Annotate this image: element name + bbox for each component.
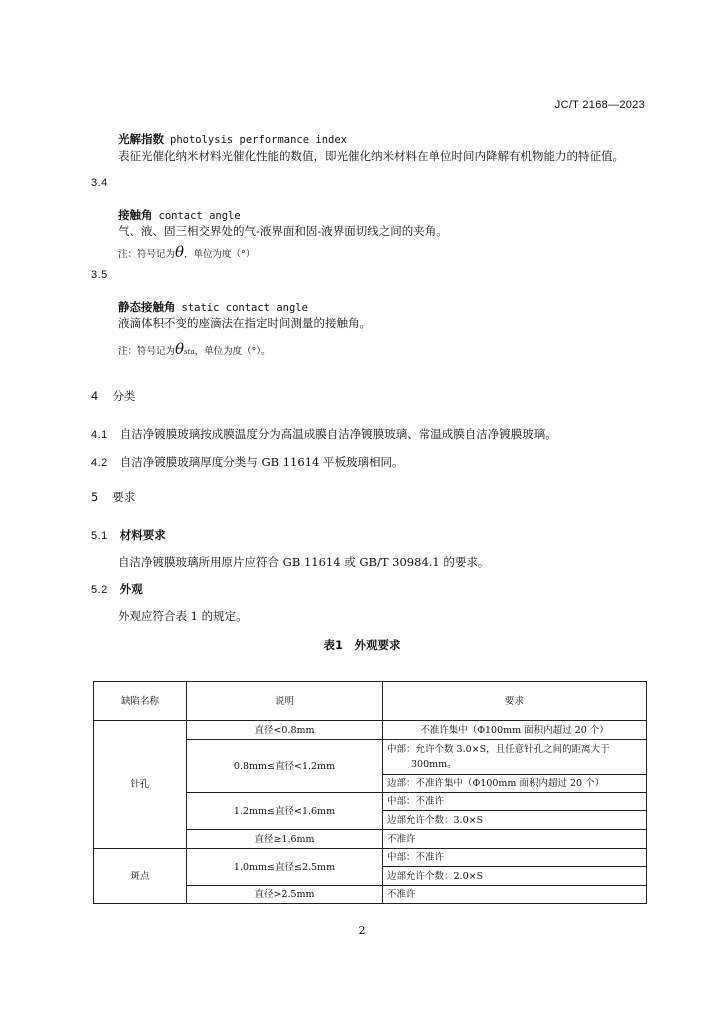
- clause-heading-5-1: [91, 527, 166, 543]
- table-header-row: [94, 682, 647, 721]
- theta-symbol: θ: [175, 340, 185, 358]
- note-contact-angle: [118, 243, 255, 261]
- section-heading-5: [91, 489, 135, 505]
- defect-name-spot: 斑点: [94, 849, 187, 904]
- note-suffix: ，单位为度（°）: [184, 249, 256, 260]
- section-heading-4: [91, 388, 135, 404]
- clause-number: 5.2: [91, 584, 108, 596]
- term-static-contact-angle: [118, 296, 308, 315]
- appearance-requirements-table: [93, 681, 647, 904]
- req-cell: 不准许集中（Φ100mm 面积内超过 20 个）: [383, 721, 647, 740]
- page-number: 2: [358, 924, 366, 937]
- req-cell: 边部：不准许集中（Φ100mm 面积内超过 20 个）: [383, 775, 647, 793]
- clause-number-3-5: 3.5: [91, 269, 108, 281]
- section-number: 4: [91, 389, 99, 403]
- req-cell: 边部允许个数：2.0×S: [383, 867, 647, 886]
- desc-cell: 直径<0.8mm: [187, 721, 383, 740]
- term-photolysis: [118, 128, 347, 147]
- table-row: [94, 721, 647, 740]
- desc-cell: 0.8mm≤直径<1.2mm: [187, 740, 383, 793]
- desc-cell: 1.0mm≤直径≤2.5mm: [187, 849, 383, 886]
- header-defect-name: 缺陷名称: [94, 682, 187, 721]
- table-caption: 表1 外观要求: [323, 638, 401, 652]
- clause-text-5-2: 外观应符合表 1 的规定。: [118, 609, 248, 623]
- header-description: 说明: [187, 682, 383, 721]
- term-en: photolysis performance index: [170, 134, 348, 146]
- clause-heading-5-2: [91, 581, 143, 597]
- req-cell: [383, 740, 647, 775]
- clause-number: 5.1: [91, 530, 108, 542]
- clause-number: 4.1: [91, 429, 108, 441]
- term-en: static contact angle: [181, 302, 308, 314]
- note-suffix: ，单位为度（°）。: [194, 346, 271, 357]
- req-line: 中部：允许个数 3.0×S，且任意针孔之间的距离大于: [387, 744, 610, 755]
- clause-text: 自洁净镀膜玻璃按成膜温度分为高温成膜自洁净镀膜玻璃、常温成膜自洁净镀膜玻璃。: [119, 427, 557, 441]
- term-cn: 接触角: [118, 208, 153, 222]
- desc-cell: 直径>2.5mm: [187, 886, 383, 904]
- term-cn: 静态接触角: [118, 300, 176, 314]
- req-cell: 中部：不准许: [383, 849, 647, 867]
- clause-number-3-4: 3.4: [91, 177, 108, 189]
- theta-subscript: sta: [184, 348, 195, 356]
- section-number: 5: [91, 490, 99, 504]
- term-cn: 光解指数: [118, 132, 164, 146]
- definition-static-contact-angle: 液滴体积不变的座滴法在指定时间测量的接触角。: [118, 316, 371, 330]
- clause-title: 外观: [119, 582, 143, 596]
- term-contact-angle: [118, 204, 241, 223]
- req-cell: 不准许: [383, 886, 647, 904]
- section-title: 分类: [112, 389, 136, 403]
- note-prefix: 注：符号记为: [118, 249, 176, 260]
- clause-4-2: [91, 454, 403, 470]
- clause-number: 4.2: [91, 457, 108, 469]
- desc-cell: 1.2mm≤直径<1.6mm: [187, 793, 383, 830]
- header-requirement: 要求: [383, 682, 647, 721]
- definition-photolysis: 表征光催化纳米材料光催化性能的数值，即光催化纳米材料在单位时间内降解有机物能力的特征值。: [118, 149, 624, 163]
- definition-contact-angle: 气、液、固三相交界处的气-液界面和固-液界面切线之间的夹角。: [118, 224, 448, 238]
- clause-4-1: [91, 426, 557, 442]
- req-cell: 不准许: [383, 830, 647, 849]
- table-row: [94, 849, 647, 867]
- req-cell: 中部：不准许: [383, 793, 647, 811]
- clause-title: 材料要求: [119, 528, 166, 542]
- req-cell: 边部允许个数：3.0×S: [383, 811, 647, 830]
- clause-text: 自洁净镀膜玻璃厚度分类与 GB 11614 平板玻璃相同。: [119, 455, 404, 469]
- term-en: contact angle: [158, 210, 241, 222]
- clause-text-5-1: 自洁净镀膜玻璃所用原片应符合 GB 11614 或 GB/T 30984.1 的要求。: [118, 555, 490, 569]
- desc-cell: 直径≥1.6mm: [187, 830, 383, 849]
- defect-name-pinhole: 针孔: [94, 721, 187, 849]
- note-prefix: 注：符号记为: [118, 346, 176, 357]
- standard-number: JC/T 2168—2023: [554, 99, 645, 111]
- theta-symbol: θ: [175, 243, 185, 261]
- req-line: 300mm。: [411, 759, 457, 770]
- section-title: 要求: [112, 490, 136, 504]
- note-static-contact-angle: [118, 340, 271, 358]
